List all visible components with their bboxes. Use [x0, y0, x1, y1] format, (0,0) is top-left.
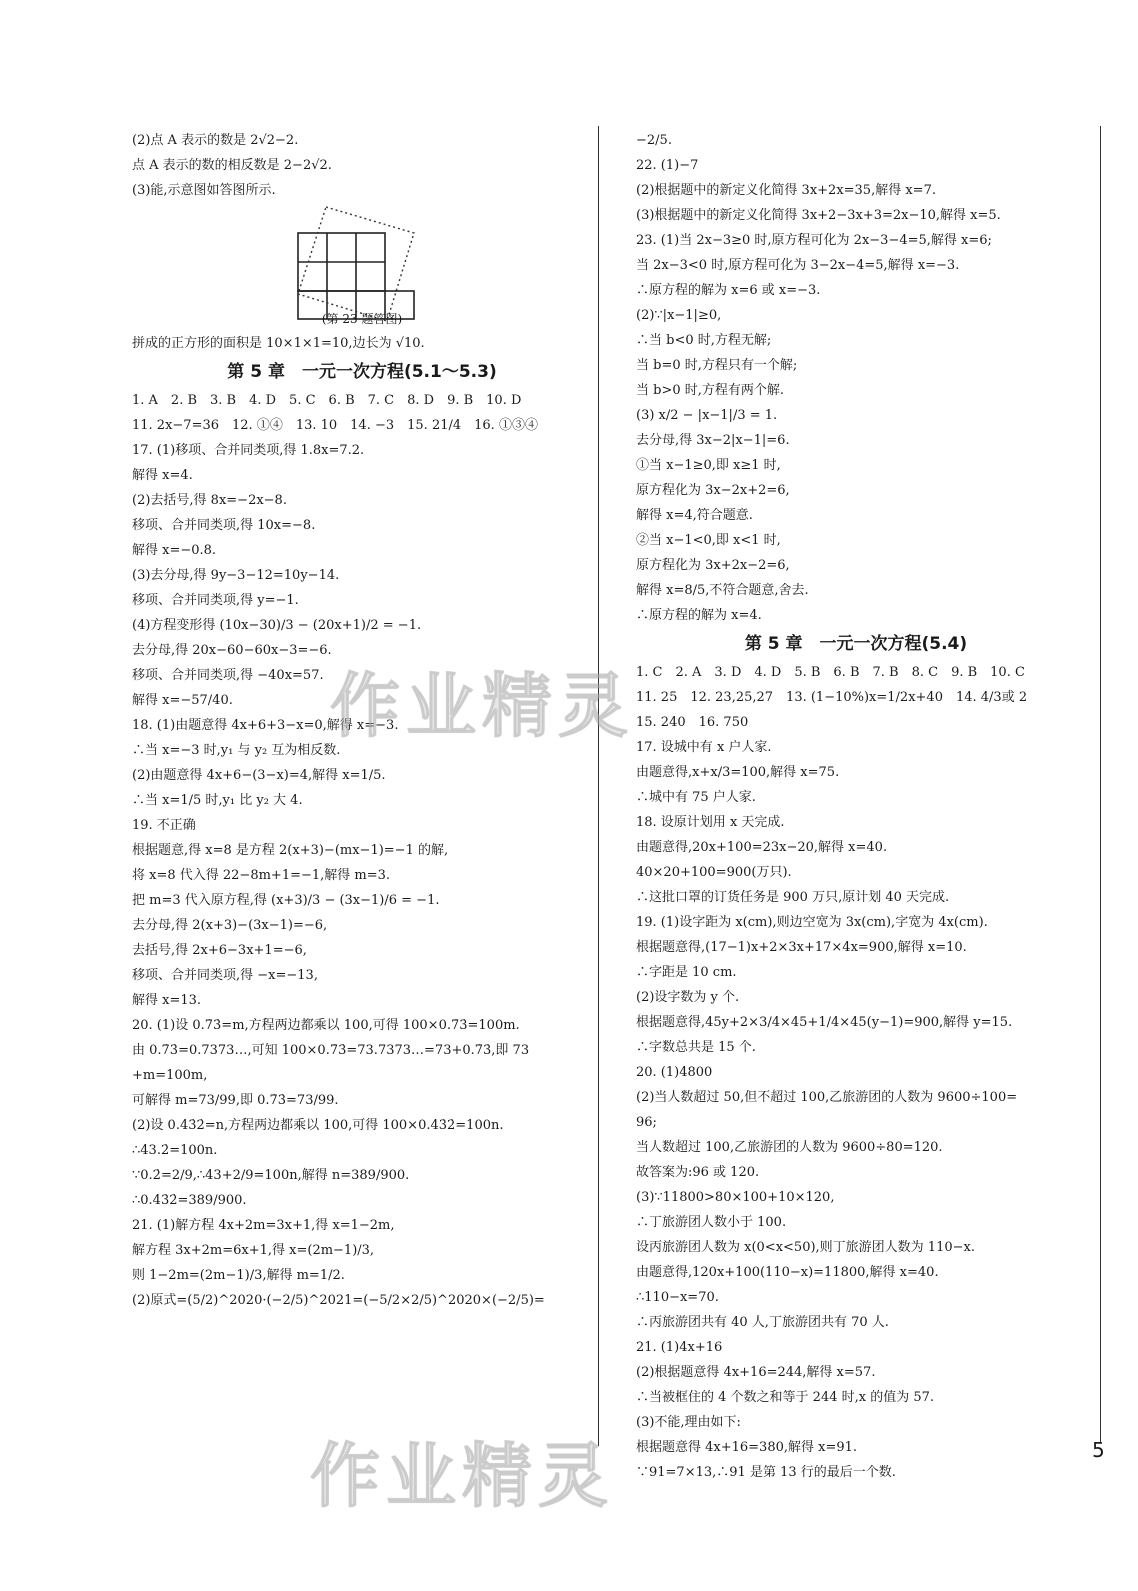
text-line: 21. (1)4x+16 [636, 1340, 723, 1355]
text-line: 原方程化为 3x−2x+2=6, [636, 483, 790, 498]
text-line: 解得 x=−57/40. [132, 693, 233, 708]
text-line: ①当 x−1≥0,即 x≥1 时, [636, 458, 781, 473]
text-line: 去括号,得 2x+6−3x+1=−6, [132, 943, 307, 958]
text-line: 17. (1)移项、合并同类项,得 1.8x=7.2. [132, 443, 365, 458]
right-column [636, 128, 1076, 1485]
text-line: ∴当被框住的 4 个数之和等于 244 时,x 的值为 57. [636, 1390, 935, 1405]
text-line: 当 b=0 时,方程只有一个解; [636, 358, 798, 373]
text-line: (2)由题意得 4x+6−(3−x)=4,解得 x=1/5. [132, 768, 386, 783]
text-line: 1. C 2. A 3. D 4. D 5. B 6. B 7. B 8. C 9. B 10. C [636, 665, 1025, 680]
text-line: ∴43.2̇=100n. [132, 1143, 218, 1158]
text-line: (2)根据题中的新定义化简得 3x+2x=35,解得 x=7. [636, 183, 936, 198]
text-line: 移项、合并同类项,得 10x=−8. [132, 518, 316, 533]
watermark: 作业精灵 [310, 1435, 614, 1517]
watermark: 作业精灵 [330, 665, 634, 747]
text-line: 解得 x=8/5,不符合题意,舍去. [636, 583, 809, 598]
right-margin-rule [1100, 126, 1101, 1442]
text-line: 11. 25 12. 23,25,27 13. (1−10%)x=1/2x+40 14. 4/3或 2 [636, 690, 1028, 705]
text-line: 去分母,得 2(x+3)−(3x−1)=−6, [132, 918, 328, 933]
text-line: ∴当 x=−3 时,y₁ 与 y₂ 互为相反数. [132, 743, 341, 758]
text-line: (2)∵|x−1|≥0, [636, 308, 722, 323]
text-line: (2)去括号,得 8x=−2x−8. [132, 493, 287, 508]
text-line: 解得 x=13. [132, 993, 202, 1008]
text-line: ∴这批口罩的订货任务是 900 万只,原计划 40 天完成. [636, 890, 950, 905]
text-line: ∴丙旅游团共有 40 人,丁旅游团共有 70 人. [636, 1315, 889, 1330]
text-line: (2)当人数超过 50,但不超过 100,乙旅游团的人数为 9600÷100= [636, 1090, 1018, 1105]
text-line: 23. (1)当 2x−3≥0 时,原方程可化为 2x−3−4=5,解得 x=6; [636, 233, 992, 248]
text-line: 解得 x=4,符合题意. [636, 508, 753, 523]
right-top-lines [636, 128, 1076, 628]
text-line: (2)设 0.43̇2̇=n,方程两边都乘以 100,可得 100×0.43̇2̇=100n. [132, 1118, 504, 1133]
text-line: 移项、合并同类项,得 −40x=57. [132, 668, 324, 683]
text-line: ∴字距是 10 cm. [636, 965, 737, 980]
text-line: 20. (1)设 0.7̇3̇=m,方程两边都乘以 100,可得 100×0.7̇3̇=100m. [132, 1018, 520, 1033]
text-line: 原方程化为 3x+2x−2=6, [636, 558, 790, 573]
text-line: (3)能,示意图如答图所示. [132, 183, 276, 198]
text-line: +m=100m, [132, 1068, 208, 1083]
text-line: (4)方程变形得 (10x−30)/3 − (20x+1)/2 = −1. [132, 618, 422, 633]
text-line: (2)原式=(5/2)^2020·(−2/5)^2021=(−5/2×2/5)^2020×(−2/5)= [132, 1293, 545, 1308]
text-line: ∴110−x=70. [636, 1290, 719, 1305]
text-line: 故答案为:96 或 120. [636, 1165, 760, 1180]
text-line: 设丙旅游团人数为 x(0<x<50),则丁旅游团人数为 110−x. [636, 1240, 975, 1255]
right-section-lines [636, 660, 1076, 1485]
text-line: ∴当 b<0 时,方程无解; [636, 333, 772, 348]
text-line: ∴丁旅游团人数小于 100. [636, 1215, 787, 1230]
section-title: 第 5 章 一元一次方程(5.4) [744, 634, 968, 654]
text-line: (2)设字数为 y 个. [636, 990, 740, 1005]
figure-caption: (第 23 题答图) [321, 312, 403, 326]
text-line: 点 A 表示的数的相反数是 2−2√2. [132, 158, 332, 173]
text-line: 根据题意得 4x+16=380,解得 x=91. [636, 1440, 858, 1455]
left-top-lines [132, 128, 592, 203]
text-line: 由 0.7̇3̇=0.7373…,可知 100×0.7̇3̇=73.7373…=73+0.7̇3̇,即 73 [132, 1043, 530, 1058]
text-line: 96; [636, 1115, 657, 1130]
text-line: 由题意得,20x+100=23x−20,解得 x=40. [636, 840, 888, 855]
text-line: ∵91=7×13,∴91 是第 13 行的最后一个数. [636, 1465, 896, 1480]
text-line: ∴字数总共是 15 个. [636, 1040, 756, 1055]
text-line: 将 x=8 代入得 22−8m+1=−1,解得 m=3. [132, 868, 391, 883]
column-divider [598, 126, 599, 1446]
text-line: 1. A 2. B 3. B 4. D 5. C 6. B 7. C 8. D 9. B 10. D [132, 393, 522, 408]
text-line: 根据题意得,45y+2×3/4×45+1/4×45(y−1)=900,解得 y=15. [636, 1015, 1013, 1030]
text-line: 根据题意,得 x=8 是方程 2(x+3)−(mx−1)=−1 的解, [132, 843, 449, 858]
text-line: ∴城中有 75 户人家. [636, 790, 756, 805]
text-line: 移项、合并同类项,得 y=−1. [132, 593, 299, 608]
text-line: 20. (1)4800 [636, 1065, 713, 1080]
section-title: 第 5 章 一元一次方程(5.1～5.3) [227, 362, 497, 382]
text-line: 19. 不正确 [132, 818, 196, 833]
text-line: (2)根据题意得 4x+16=244,解得 x=57. [636, 1365, 876, 1380]
text-line: 可解得 m=73/99,即 0.7̇3̇=73/99. [132, 1093, 339, 1108]
text-line: (3)不能,理由如下: [636, 1415, 741, 1430]
text-line: ∴当 x=1/5 时,y₁ 比 y₂ 大 4. [132, 793, 303, 808]
text-line: 解得 x=4. [132, 468, 193, 483]
text-line: 21. (1)解方程 4x+2m=3x+1,得 x=1−2m, [132, 1218, 395, 1233]
text-line: 当 b>0 时,方程有两个解. [636, 383, 785, 398]
text-line: 根据题意得,(17−1)x+2×3x+17×4x=900,解得 x=10. [636, 940, 967, 955]
text-line: 由题意得,120x+100(110−x)=11800,解得 x=40. [636, 1265, 939, 1280]
left-section-lines [132, 388, 592, 1313]
text-line: 解得 x=−0.8. [132, 543, 217, 558]
text-line: 去分母,得 3x−2|x−1|=6. [636, 433, 790, 448]
text-line: 由题意得,x+x/3=100,解得 x=75. [636, 765, 840, 780]
answer-figure [132, 203, 592, 331]
text-line: 22. (1)−7 [636, 158, 699, 173]
text-line: 则 1−2m=(2m−1)/3,解得 m=1/2. [132, 1268, 345, 1283]
text-line: 当人数超过 100,乙旅游团的人数为 9600÷80=120. [636, 1140, 943, 1155]
text-line: ②当 x−1<0,即 x<1 时, [636, 533, 781, 548]
text-line: (3)∵11800>80×100+10×120, [636, 1190, 835, 1205]
text-line: 移项、合并同类项,得 −x=−13, [132, 968, 318, 983]
text-line: ∴原方程的解为 x=4. [636, 608, 762, 623]
text-line: 11. 2x−7=36 12. ①④ 13. 10 14. −3 15. 21/4 16. ①③④ [132, 418, 538, 433]
text-line: (3)根据题中的新定义化简得 3x+2−3x+3=2x−10,解得 x=5. [636, 208, 1001, 223]
text-line: (2)点 A 表示的数是 2√2−2. [132, 133, 299, 148]
text-line: (3) x/2 − |x−1|/3 = 1. [636, 408, 778, 423]
text-line: 18. (1)由题意得 4x+6+3−x=0,解得 x=−3. [132, 718, 399, 733]
text-line: ∴0.43̇2̇=389/900. [132, 1193, 247, 1208]
text-line: 15. 240 16. 750 [636, 715, 749, 730]
text-line: (3)去分母,得 9y−3−12=10y−14. [132, 568, 340, 583]
text-line: 把 m=3 代入原方程,得 (x+3)/3 − (3x−1)/6 = −1. [132, 893, 440, 908]
text-line: 去分母,得 20x−60−60x−3=−6. [132, 643, 332, 658]
text-line: 当 2x−3<0 时,原方程可化为 3−2x−4=5,解得 x=−3. [636, 258, 960, 273]
text-line: 17. 设城中有 x 户人家. [636, 740, 772, 755]
text-line: ∵0.2̇=2/9,∴43+2/9=100n,解得 n=389/900. [132, 1168, 410, 1183]
text-line: ∴原方程的解为 x=6 或 x=−3. [636, 283, 821, 298]
text-line: 19. (1)设字距为 x(cm),则边空宽为 3x(cm),字宽为 4x(cm). [636, 915, 988, 930]
text-line: 解方程 3x+2m=6x+1,得 x=(2m−1)/3, [132, 1243, 375, 1258]
text-line: 40×20+100=900(万只). [636, 865, 792, 880]
text-line: 18. 设原计划用 x 天完成. [636, 815, 785, 830]
text-line: 拼成的正方形的面积是 10×1×1=10,边长为 √10. [132, 336, 425, 351]
text-line: −2/5. [636, 133, 672, 148]
page-number: 5 [1092, 1438, 1105, 1462]
